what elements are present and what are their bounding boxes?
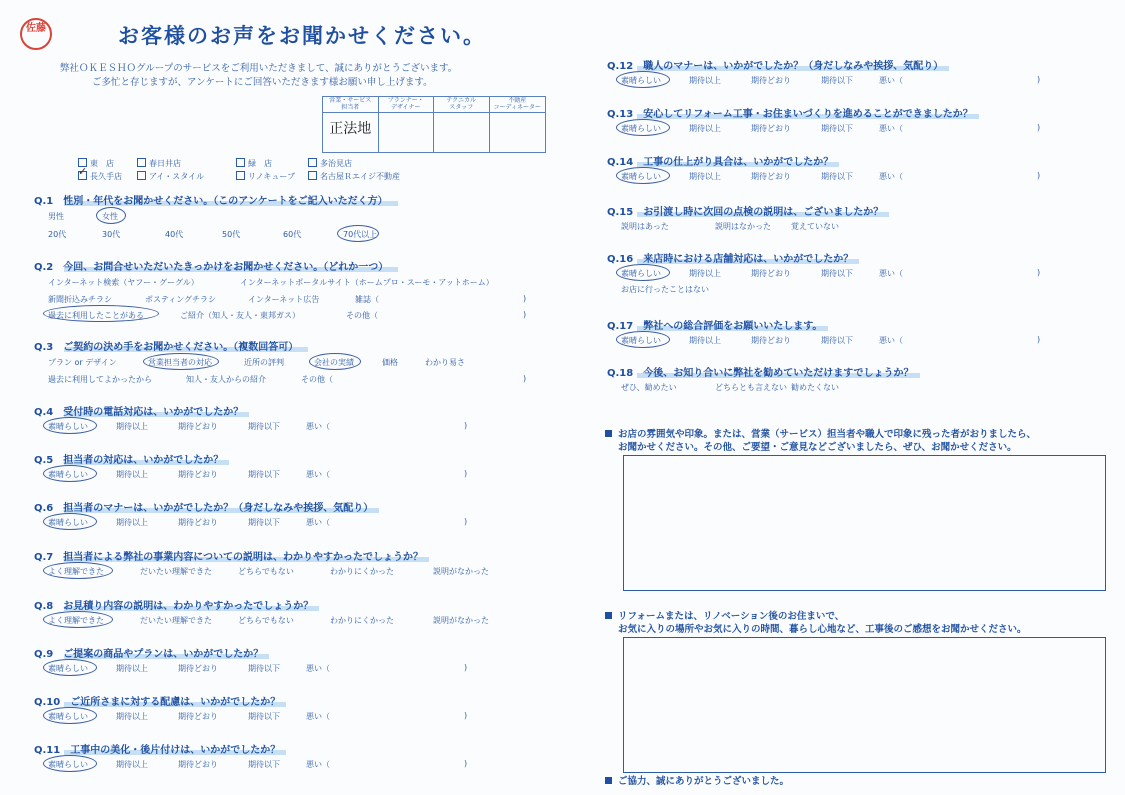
answer-option[interactable]: 期待どおり — [751, 124, 791, 133]
answer-option[interactable]: 期待以上 — [116, 518, 148, 527]
answer-option[interactable]: 素晴らしい — [48, 664, 88, 673]
q3-option-track-record[interactable]: 会社の実績 — [314, 358, 354, 367]
paren-close: ) — [1037, 75, 1041, 84]
answer-option[interactable]: 悪い（ — [306, 760, 330, 769]
selected-answer-circle — [43, 465, 97, 482]
answer-option[interactable]: 素晴らしい — [48, 518, 88, 527]
q3-option-price[interactable]: 価格 — [382, 358, 398, 367]
answer-option[interactable]: 期待どおり — [751, 269, 791, 278]
answer-option[interactable]: 期待以下 — [821, 172, 853, 181]
answer-option[interactable]: 期待以上 — [116, 470, 148, 479]
checkbox-icon — [308, 158, 317, 167]
store-checkbox[interactable] — [236, 171, 295, 182]
question-label: Q.7 担当者による弊社の事業内容についての説明は、わかりやすかったでしょうか？ — [34, 548, 423, 563]
answer-option[interactable]: 期待以上 — [689, 336, 721, 345]
question-label: Q.6 担当者のマナーは、いかがでしたか？（身だしなみや挨拶、気配り） — [34, 499, 373, 514]
answer-option[interactable]: 覚えていない — [791, 222, 839, 231]
question-label: Q.12 職人のマナーは、いかがでしたか？（身だしなみや挨拶、気配り） — [607, 57, 943, 72]
store-label: 名古屋Ｒエイジ不動産 — [320, 172, 400, 181]
paren-close: ) — [464, 469, 468, 478]
answer-option[interactable]: 期待以上 — [116, 664, 148, 673]
q2-option-posting[interactable]: ポスティングチラシ — [145, 295, 217, 304]
store-label: 春日井店 — [149, 159, 181, 168]
answer-option[interactable]: 期待以上 — [116, 760, 148, 769]
comment1-textarea[interactable] — [623, 455, 1106, 591]
answer-option[interactable]: だいたい理解できた — [140, 616, 212, 625]
answer-option[interactable]: 素晴らしい — [48, 712, 88, 721]
answer-option[interactable]: 悪い（ — [879, 124, 903, 133]
answer-option[interactable]: どちらとも言えない — [715, 383, 787, 392]
store-label: 多治見店 — [320, 159, 352, 168]
answer-option[interactable]: 期待以上 — [116, 712, 148, 721]
checkbox-icon — [236, 158, 245, 167]
question-label: Q.13 安心してリフォーム工事・お住まいづくりを進めることができましたか？ — [607, 105, 973, 120]
question-label: Q.15 お引渡し時に次回の点検の説明は、ございましたか？ — [607, 203, 883, 218]
answer-option[interactable]: 説明はなかった — [715, 222, 771, 231]
question-label: Q.17 弊社への総合評価をお願いいたします。 — [607, 317, 822, 332]
q2-option-past-use[interactable]: 過去に利用したことがある — [48, 311, 144, 320]
store-checkbox[interactable] — [308, 158, 352, 169]
q3-label: Q.3 ご契約の決め手をお聞かせください。（複数回答可） — [34, 338, 298, 353]
answer-option[interactable]: よく理解できた — [48, 616, 104, 625]
q2-selected-circle — [43, 305, 159, 322]
q1-age-50[interactable]: 50代 — [222, 230, 241, 239]
paren-close: ) — [464, 517, 468, 526]
answer-option[interactable]: わかりにくかった — [330, 616, 394, 625]
staff-header-planner: プランナー・ デザイナー — [379, 97, 435, 113]
question-label: Q.11 工事中の美化・後片付けは、いかがでしたか？ — [34, 741, 280, 756]
q2-option-magazine[interactable]: 雑誌（ — [355, 295, 379, 304]
comment2-prompt: リフォームまたは、リノベーション後のお住まいで、 お気に入りの場所やお気に入りの時間、暮らし心地など、工事後のご感想をお聞かせください。 — [605, 610, 1027, 636]
answer-option[interactable]: 素晴らしい — [48, 760, 88, 769]
answer-option[interactable]: わかりにくかった — [330, 567, 394, 576]
question-label: Q.9 ご提案の商品やプランは、いかがでしたか？ — [34, 645, 263, 660]
answer-option[interactable]: 素晴らしい — [621, 336, 661, 345]
q1-age-70[interactable]: 70代以上 — [343, 230, 378, 239]
answer-option[interactable]: 素晴らしい — [48, 422, 88, 431]
seal-stamp: 佐藤 — [20, 18, 52, 50]
store-label: リノキューブ — [248, 172, 295, 181]
q1-age-60[interactable]: 60代 — [283, 230, 302, 239]
paren-close: ) — [464, 759, 468, 768]
selected-answer-circle — [616, 119, 670, 136]
selected-answer-circle — [43, 611, 113, 628]
answer-option[interactable]: だいたい理解できた — [140, 567, 212, 576]
selected-answer-circle — [616, 71, 670, 88]
selected-answer-circle — [43, 659, 97, 676]
q1-option-female[interactable]: 女性 — [102, 212, 118, 221]
answer-option[interactable]: 説明がなかった — [433, 567, 489, 576]
answer-option[interactable]: 悪い（ — [306, 422, 330, 431]
answer-option[interactable]: 悪い（ — [306, 712, 330, 721]
answer-option[interactable]: 悪い（ — [879, 336, 903, 345]
q1-age-40[interactable]: 40代 — [165, 230, 184, 239]
q1-age-selected-circle — [337, 225, 379, 242]
q2-magazine-close: ) — [523, 294, 527, 303]
answer-option[interactable]: 説明はあった — [621, 222, 669, 231]
answer-option[interactable]: 期待以下 — [248, 470, 280, 479]
q3-option-friend[interactable]: 知人・友人からの紹介 — [186, 375, 266, 384]
selected-answer-circle — [43, 513, 97, 530]
answer-option[interactable]: 悪い（ — [306, 518, 330, 527]
q2-option-newspaper[interactable]: 新聞折込みチラシ — [48, 295, 112, 304]
question-label: Q.14 工事の仕上がり具合は、いかがでしたか？ — [607, 153, 833, 168]
answer-option[interactable]: 素晴らしい — [621, 76, 661, 85]
store-checkbox[interactable] — [308, 171, 400, 182]
answer-option[interactable]: 悪い（ — [306, 470, 330, 479]
answer-option[interactable]: よく理解できた — [48, 567, 104, 576]
answer-option[interactable]: 期待どおり — [178, 712, 218, 721]
answer-option[interactable]: 期待以下 — [248, 712, 280, 721]
paren-close: ) — [464, 421, 468, 430]
selected-answer-circle — [43, 755, 97, 772]
answer-option[interactable]: 期待どおり — [178, 422, 218, 431]
answer-option[interactable]: 期待以上 — [689, 269, 721, 278]
answer-option[interactable]: 期待どおり — [178, 470, 218, 479]
q3-option-past-good[interactable]: 過去に利用してよかったから — [48, 375, 152, 384]
store-checkbox[interactable] — [78, 171, 122, 182]
selected-answer-circle — [43, 707, 97, 724]
selected-answer-circle — [616, 264, 670, 281]
q3-option-reputation[interactable]: 近所の評判 — [244, 358, 284, 367]
q2-option-portal[interactable]: インターネットポータルサイト（ホームプロ・スーモ・アットホーム） — [240, 278, 494, 287]
answer-option[interactable]: 素晴らしい — [621, 124, 661, 133]
answer-option[interactable]: 期待以下 — [821, 124, 853, 133]
answer-option[interactable]: 期待どおり — [751, 172, 791, 181]
answer-option-never-visited[interactable]: お店に行ったことはない — [621, 285, 709, 294]
comment2-textarea[interactable] — [623, 637, 1106, 773]
staff-header-technical: テクニカル スタッフ — [434, 97, 490, 113]
q1-age-20[interactable]: 20代 — [48, 230, 67, 239]
store-checkbox[interactable] — [236, 158, 272, 169]
selected-answer-circle — [43, 562, 113, 579]
q2-option-web-ad[interactable]: インターネット広告 — [248, 295, 320, 304]
selected-answer-circle — [43, 417, 97, 434]
q2-label: Q.2 今回、お問合せいただいたきっかけをお聞かせください。（どれか一つ） — [34, 258, 388, 273]
answer-option[interactable]: 期待どおり — [178, 760, 218, 769]
q3-selected-circle-staff — [143, 353, 219, 370]
answer-option[interactable]: 説明がなかった — [433, 616, 489, 625]
answer-option[interactable]: 期待以下 — [821, 269, 853, 278]
staff-value-planner[interactable] — [379, 113, 435, 152]
answer-option[interactable]: 期待どおり — [751, 336, 791, 345]
q3-option-other[interactable]: その他（ — [301, 375, 333, 384]
answer-option[interactable]: 期待以上 — [689, 172, 721, 181]
answer-option[interactable]: 素晴らしい — [621, 172, 661, 181]
answer-option[interactable]: 期待以上 — [116, 422, 148, 431]
staff-value-realestate[interactable] — [490, 113, 546, 152]
intro-line-2: ご多忙と存じますが、アンケートにご回答いただきます様お願い申し上げます。 — [92, 77, 433, 88]
answer-option[interactable]: 期待以下 — [248, 422, 280, 431]
store-checkbox[interactable] — [137, 171, 204, 182]
square-bullet-icon — [605, 612, 612, 619]
checkbox-icon — [308, 171, 317, 180]
answer-option[interactable]: 期待以上 — [689, 76, 721, 85]
q1-label: Q.1 性別・年代をお聞かせください。（このアンケートをご記入いただく方） — [34, 192, 388, 207]
intro-line-1: 弊社ＯＫＥＳＨＯグループのサービスをご利用いただきまして、誠にありがとうございます。 — [60, 63, 458, 74]
q2-other-close: ) — [523, 310, 527, 319]
staff-value-technical[interactable] — [434, 113, 490, 152]
answer-option[interactable]: 期待以下 — [821, 336, 853, 345]
q3-selected-circle-record — [309, 353, 361, 370]
question-label: Q.4 受付時の電話対応は、いかがでしたか？ — [34, 403, 243, 418]
store-label: 長久手店 — [90, 172, 122, 181]
checkbox-icon — [137, 158, 146, 167]
question-label: Q.16 来店時における店舗対応は、いかがでしたか？ — [607, 250, 853, 265]
square-bullet-icon — [605, 777, 612, 784]
answer-option[interactable]: 悪い（ — [879, 76, 903, 85]
answer-option[interactable]: 期待以上 — [689, 124, 721, 133]
thanks-message: ご協力、誠にありがとうございました。 — [605, 775, 789, 788]
answer-option[interactable]: 勧めたくない — [791, 383, 839, 392]
answer-option[interactable]: 期待以下 — [248, 518, 280, 527]
paren-close: ) — [1037, 123, 1041, 132]
q1-age-30[interactable]: 30代 — [102, 230, 121, 239]
selected-answer-circle — [616, 167, 670, 184]
q3-option-sales-staff[interactable]: 営業担当者の対応 — [148, 358, 212, 367]
store-label: アイ・スタイル — [149, 172, 205, 181]
q1-selected-circle — [96, 207, 126, 224]
answer-option[interactable]: 期待以下 — [248, 664, 280, 673]
answer-option[interactable]: ぜひ、勧めたい — [621, 383, 677, 392]
answer-option[interactable]: 期待どおり — [178, 518, 218, 527]
answer-option[interactable]: 期待以下 — [821, 76, 853, 85]
checked-box-icon — [78, 171, 87, 180]
staff-header-realestate: 不動産 コーディネーター — [490, 97, 546, 113]
store-checkbox[interactable] — [137, 158, 181, 169]
answer-option[interactable]: 期待どおり — [751, 76, 791, 85]
q2-option-other[interactable]: その他（ — [346, 311, 378, 320]
answer-option[interactable]: 悪い（ — [879, 172, 903, 181]
comment1-prompt: お店の雰囲気や印象。または、営業（サービス）担当者や職人で印象に残った者がおりましたら、 お聞かせください。その他、ご要望・ご意見などございましたら、ぜひ、お聞かせください。 — [605, 428, 1036, 454]
answer-option[interactable]: どちらでもない — [238, 567, 294, 576]
question-label: Q.18 今後、お知り合いに弊社を勧めていただけますでしょうか？ — [607, 364, 914, 379]
q3-option-plan[interactable]: プラン or デザイン — [48, 358, 117, 367]
square-bullet-icon — [605, 430, 612, 437]
question-label: Q.5 担当者の対応は、いかがでしたか？ — [34, 451, 223, 466]
staff-table — [322, 96, 546, 153]
q1-option-male[interactable]: 男性 — [48, 212, 64, 221]
store-label: 緑 店 — [248, 159, 272, 168]
answer-option[interactable]: 期待どおり — [178, 664, 218, 673]
answer-option[interactable]: 素晴らしい — [48, 470, 88, 479]
paren-close: ) — [464, 663, 468, 672]
question-label: Q.10 ご近所さまに対する配慮は、いかがでしたか？ — [34, 693, 280, 708]
answer-option[interactable]: 悪い（ — [879, 269, 903, 278]
answer-option[interactable]: どちらでもない — [238, 616, 294, 625]
staff-header-sales: 営業・サービス 担当者 — [323, 97, 379, 113]
q2-option-referral[interactable]: ご紹介（知人・友人・東邦ガス） — [180, 311, 300, 320]
answer-option[interactable]: 期待以下 — [248, 760, 280, 769]
staff-value-sales[interactable]: 正法地 — [323, 113, 379, 152]
paren-close: ) — [1037, 268, 1041, 277]
checkbox-icon — [236, 171, 245, 180]
q2-option-search[interactable]: インターネット検索（ヤフー・グーグル） — [48, 278, 199, 287]
checkbox-icon — [137, 171, 146, 180]
paren-close: ) — [1037, 171, 1041, 180]
answer-option[interactable]: 素晴らしい — [621, 269, 661, 278]
q3-option-clarity[interactable]: わかり易さ — [425, 358, 465, 367]
answer-option[interactable]: 悪い（ — [306, 664, 330, 673]
selected-answer-circle — [616, 331, 670, 348]
page-title: お客様のお声をお聞かせください。 — [118, 24, 486, 48]
store-label: 東 店 — [90, 159, 114, 168]
paren-close: ) — [464, 711, 468, 720]
question-label: Q.8 お見積り内容の説明は、わかりやすかったでしょうか？ — [34, 597, 313, 612]
q3-other-close: ) — [523, 374, 527, 383]
paren-close: ) — [1037, 335, 1041, 344]
